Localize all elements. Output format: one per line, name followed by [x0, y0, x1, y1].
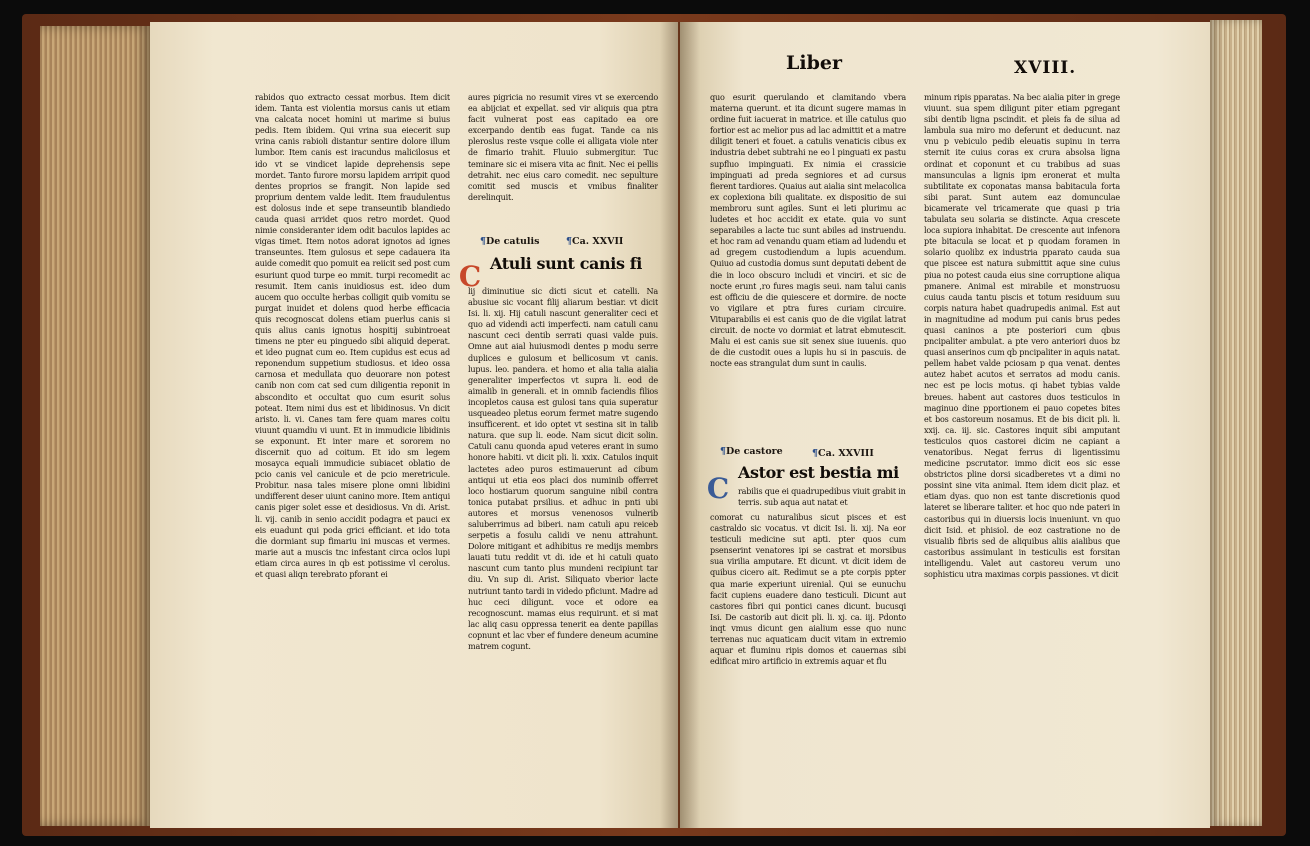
right-column-2-text: minum ripis pparatas. Na bec aialia piter in grege viuunt. sua spem diligunt piter etiam pgregant sibi dentib ligna pscindit. et pleis fa de silua ad lambula sua miro mo deferunt et deducunt. naz vnu p vebiculo pedib eleuatis supinu in terra sternit ite cuius coras ex crura absolsa ligna ordinat et coponunt et cu trabibus ad suas mansunculas a lignis ipm eronerat et multa subtilitate ex coponatas mansa babitacula forta sibi parat. Sunt autem eaz domunculae bicamerate vel tricamerate que quasi p tria tabulata seu solaria se distincte. Aqua crescete loca supiora inhabitat. De crescente aut infenora pte bitacula se locat et p quodam foramen in solario quolibz ex industria pparato cauda sua que piscee est natura submittit aque sine cuius piua no potest cauda eius sine corruptione aliqua pmanere. Animal est mirabile et monstruosu cuius cauda tantu piscis et totum residuum suu corpis natura habet quadrupedis animal. Est aut in magnitudine ad modum pui canis brus pedes quasi caninos a pte posteriori cum qbus pncipaliter ambulat. a pte vero anteriori duos bz quasi anserinos cum qb pncipaliter in aquis natat. pellem habet valde pciosam p qua venat. dentes autez habet acutos et serratos ad modu canis. nec est pe locis motus. qi habet tybias valde breues. habent aut castores duos testiculos in maginuo dine pportionem ei pauo copetes bites et bos castoreum nosamus. Et de bis dicit pli. li. xxij. ca. iij. sic. Castores inquit sibi amputant testiculos quos castorei dicim ne capiant a venatoribus. Negat ferrus di ligentissimu medicine pscrutator. immo dicit eos sic esse obstrictos pline dorsi sicadberetes vt a dimi no possint sine vita animal. Item idem dicit plaz. et etiam dyas. quo non est tante discretionis quod lateret se liberare taliter. et hoc quo nde pateri in castoribus qui in diuersis locis inueniunt. vn quo dicit Isid. et phisiol. de eoz castratione no de visualib fibris sed de aliquibus aliis aialibus que castoribus assimulant in testiculis est forsitan intelligendu. Valet aut castoreu verum uno sophisticu utra maximas corpis passiones. vt dicit	[924, 92, 1120, 580]
folio-number: XVIII.	[1014, 58, 1077, 78]
page-edges-left	[40, 26, 152, 826]
illuminated-initial-red: C	[458, 260, 482, 293]
right-column-1-bottom	[710, 512, 906, 714]
running-header-liber: Liber	[786, 52, 842, 74]
chapter-number-28	[812, 448, 874, 459]
pilcrow-icon: ¶	[480, 236, 487, 247]
chapter-number-27-label: Ca. XXVII	[572, 236, 624, 247]
right-column-1-bottom-text: comorat cu naturalibus sicut pisces et est castraldo sic vocatus. vt dicit Isi. li. xij. Na eor testiculi medicine sut apti. pter quos cum psenserint venatores ipi se castrat et morsibus sua virilia amputare. Et dicunt. vt dicit idem de quibus cicero ait. Redimut se a pte corpis ppter qua marie experiunt uirenial. Qui se eunuchu facit cupiens euadere dano testiculi. Dicunt aut castores fibri qui pontici canes dicunt. bucusqi Isi. De castorib aut dicit pli. li. xj. ca. iij. Pdonto inqt vmus dicunt gen aialium esse quo nunc terrenas nuc aquaticam ducit vitam in extremio aquar et fluminu ripis domos et cauernas sibi edificat miro artificio in extremis aquar et flu	[710, 512, 906, 667]
chapter-incipit-catulis: Atuli sunt canis fi	[490, 254, 642, 273]
left-column-1	[255, 92, 450, 712]
book-gutter	[660, 22, 700, 828]
chapter-rubric-catulis	[480, 236, 539, 247]
right-column-1-text: quo esurit querulando et clamitando vbera materna querunt. et ita dicunt sugere mamas in ordine fuit iacuerat in matrice. et ille catulus quo fortior est ac melior pus ad lac admittit et a matre diligit teneri et fouet. a catulis venaticis cibus ex industria debet subtrahi ne eo l pinguati ex pastu supfluo impinguati. Ex nimia ei crassicie impinguati ad preda segniores et ad cursus fierent tardiores. Quaius aut aialia sint melacolica ex coplexiona bili qualitate. ex dispositio de sui membroru sunt agiles. Sunt ei leti plurimu ac ludetes et hoc accidit ex etate. quia vo sunt separabiles a lacte tuc sunt abiles ad instruendu. et hoc ram ad venandu quam etiam ad ludendu et ad gregem custodiendum a lupis acuendum. Quiuo ad custodia domus sunt deputati debent de die in loco obscuro includi et vinciri. et sic de nocte erunt ,ro fures magis seui. nam talui canis est officiu de die quiescere et dormire. de nocte vo vigilare et ptra fures curiam circuire. Vituparabilis ei est canis quo de die vigilat latrat circuit. de nocte vo dormiat et latrat ebmutescit. Malu ei est canis sue sit senex siue iuuenis. quo de die custodit oues a lupis hu si in pascuis. de nocte eas strangulat dum sunt in caulis.	[710, 92, 906, 369]
pilcrow-icon: ¶	[812, 448, 819, 459]
illuminated-initial-blue: C	[706, 472, 730, 505]
left-column-2-bottom	[468, 286, 658, 716]
chapter-number-27	[566, 236, 623, 247]
pilcrow-icon: ¶	[566, 236, 573, 247]
right-column-2	[924, 92, 1120, 714]
left-column-1-text: rabidos quo extracto cessat morbus. Item dicit idem. Tanta est violentia morsus canis ut etiam vna calcata nocet homini ut marime si buius pedis. Item ibidem. Qui vrina sua eiecerit sup vrina canis rabioli distantur sentire dolore illum lumbor. Item canis est iracundus malicilosus et ido vt se vindicet lapide deprehensis sepe mordet. Tanto furore morsu lapidem arripit quod dentes proprios se frangit. Non lapide sed proprium dentem valde ledit. Item fraudulentus est dolosus inde et sepe transeuntib blandiedo cauda quasi arridet quos retro mordet. Quod nimie consideranter idem odit baculos lapides ac vigas timet. Item notos adorat ignotos ad ignes transeuntes. Item gulosus et sepe cadauera ita auide comedit quo pomuit ea reiicit sed post cum esuriunt quod turpe eo mmit. turpi recomedit ac resumit. Item canis inuidiosus est. ideo dum aucem quo occulte herbas colligit quib vomitu se purgat inuidet et dolens quod herbe efficacia quis recognoscat dolens etiam puerlus canis si quis alius canis ignotus hospitij subintroeat timens ne pter eu pinguedo sibi aliquid deperat. et ideo pugnat cum eo. Item cupidus est ecus ad reponendum suppetium studiosus. et ideo ossa carnosa et medullata quo deuorare non potest canib non com cat sed cum diligentia reponit in abscondito et occultat quo cum esurit solus poteat. Item nimi dus est et libidinosus. Vn dicit aristo. li. vi. Canes tam fere quam mares coitu viuunt quamdiu vi uunt. Et in immudicie libidinis se exponunt. Et inter mare et sororem no discernit quo ad coitum. Et ido sm legem mosayca equali immudicie subiacet oblatio de pcio canis vel canicule et de pcio meretricule. Probitur. nasa tales misere plone omni libidini undifferent deser uiunt canino more. Item antiqui canis piger solet esse et desidiosus. Vn di. Arist. li. vij. canib in senio accidit podagra et pauci ex eis euadunt qui poda grici efficiant. et ido tota die dormiant sup fimariu ini muscas et vermes. marie aut a muscis tnc infestant circa oclos lupi etiam circa aures in qb est potissime vl cerolus. et quasi aliqn terebrato pforant ei	[255, 92, 450, 580]
left-column-2-top	[468, 92, 658, 247]
pilcrow-icon: ¶	[720, 446, 727, 457]
chapter-title-castore: De castore	[726, 446, 783, 457]
chapter-incipit-castore: Astor est bestia mi	[738, 463, 899, 482]
chapter-title-catulis: De catulis	[486, 236, 540, 247]
chapter-rubric-castore	[720, 446, 783, 457]
page-edges-right	[1210, 20, 1262, 826]
right-column-1	[710, 92, 906, 422]
chapter-number-28-label: Ca. XXVIII	[818, 448, 874, 459]
left-column-2-bottom-text: lij diminutiue sic dicti sicut et catelli. Na abusiue sic vocant filij aliarum bestiar. vt dicit Isi. li. xij. Hij catuli nascunt generaliter ceci et quo ad videndi acti imperfecti. nam catuli canu nascunt ceci dentib serrati quasi valde puis. Omne aut aial huiusmodi dentes p modu serre duplices e gulosum et bellicosum vt canis. lupus. leo. pandera. et homo et alia talia aialia generaliter imperfectos vt supra li. eod de aimalib in generali. et in omnib faciendis filios incopletos causa est gulosi tans quia superatur usqueadeo pletus eorum fermet matre sugendo insufficerent. et ido optet vt sestina sit in talib natura. que sup li. eode. Nam sicut dicit solin. Catuli canu quonda apud veteres erant in sumo honore habiti. vt dicit pli. li. xxix. Catulos inquit lactetes adeo puros estimauerunt ad cibum antiqui ut etia eos placi dos numinib offerret loco hostiarum quorum sanguine nibil contra tonica putabat prsilius. et adhuc in pnti ubi autores et morsus venenosos vulnerib saluberrimus ad biberi. nam catuli apu reiceb serpetis a fosulu calidi ve nenu attrahunt. Dolore mitigant et adhibitus re medijs membrs lauati tutu reddit vt di. ide et hi catuli quato nascunt cum tanto plus mundeni recipiunt tar diu. Vn sup di. Arist. Siliquato vberior lacte nutriunt tanto tardi in videdo pficiunt. Madre ad huc ceci diligunt. voce et odore ea recognoscunt. mamas eius requirunt. et si mat lac aliq casu oppressa tenerit ea dente papillas copnunt et lac vber ef fundere deneum acumine matrem cogunt.	[468, 286, 658, 651]
chapter-incipit-continuation: rabilis que ei quadrupedibus viuit grabit in terris. sub aqua aut natat et	[738, 486, 906, 508]
left-column-2-top-text: aures pigricia no resumit vires vt se exercendo ea abijciat et expellat. sed vir aliquis qua ptra facit vulnerat post eas capitado ea ore excerpando dentib eas fugat. Tande ca nis pleroslus reste vsque colle ei alligata viole nter de fimario trahit. Fluuio submergitur. Tuc teminare sic ei misera vita ac finit. Nec ei pellis detrahit. nec eius caro comedit. nec sepulture comitit sed muscis et vmibus finaliter derelinquit.	[468, 92, 658, 202]
